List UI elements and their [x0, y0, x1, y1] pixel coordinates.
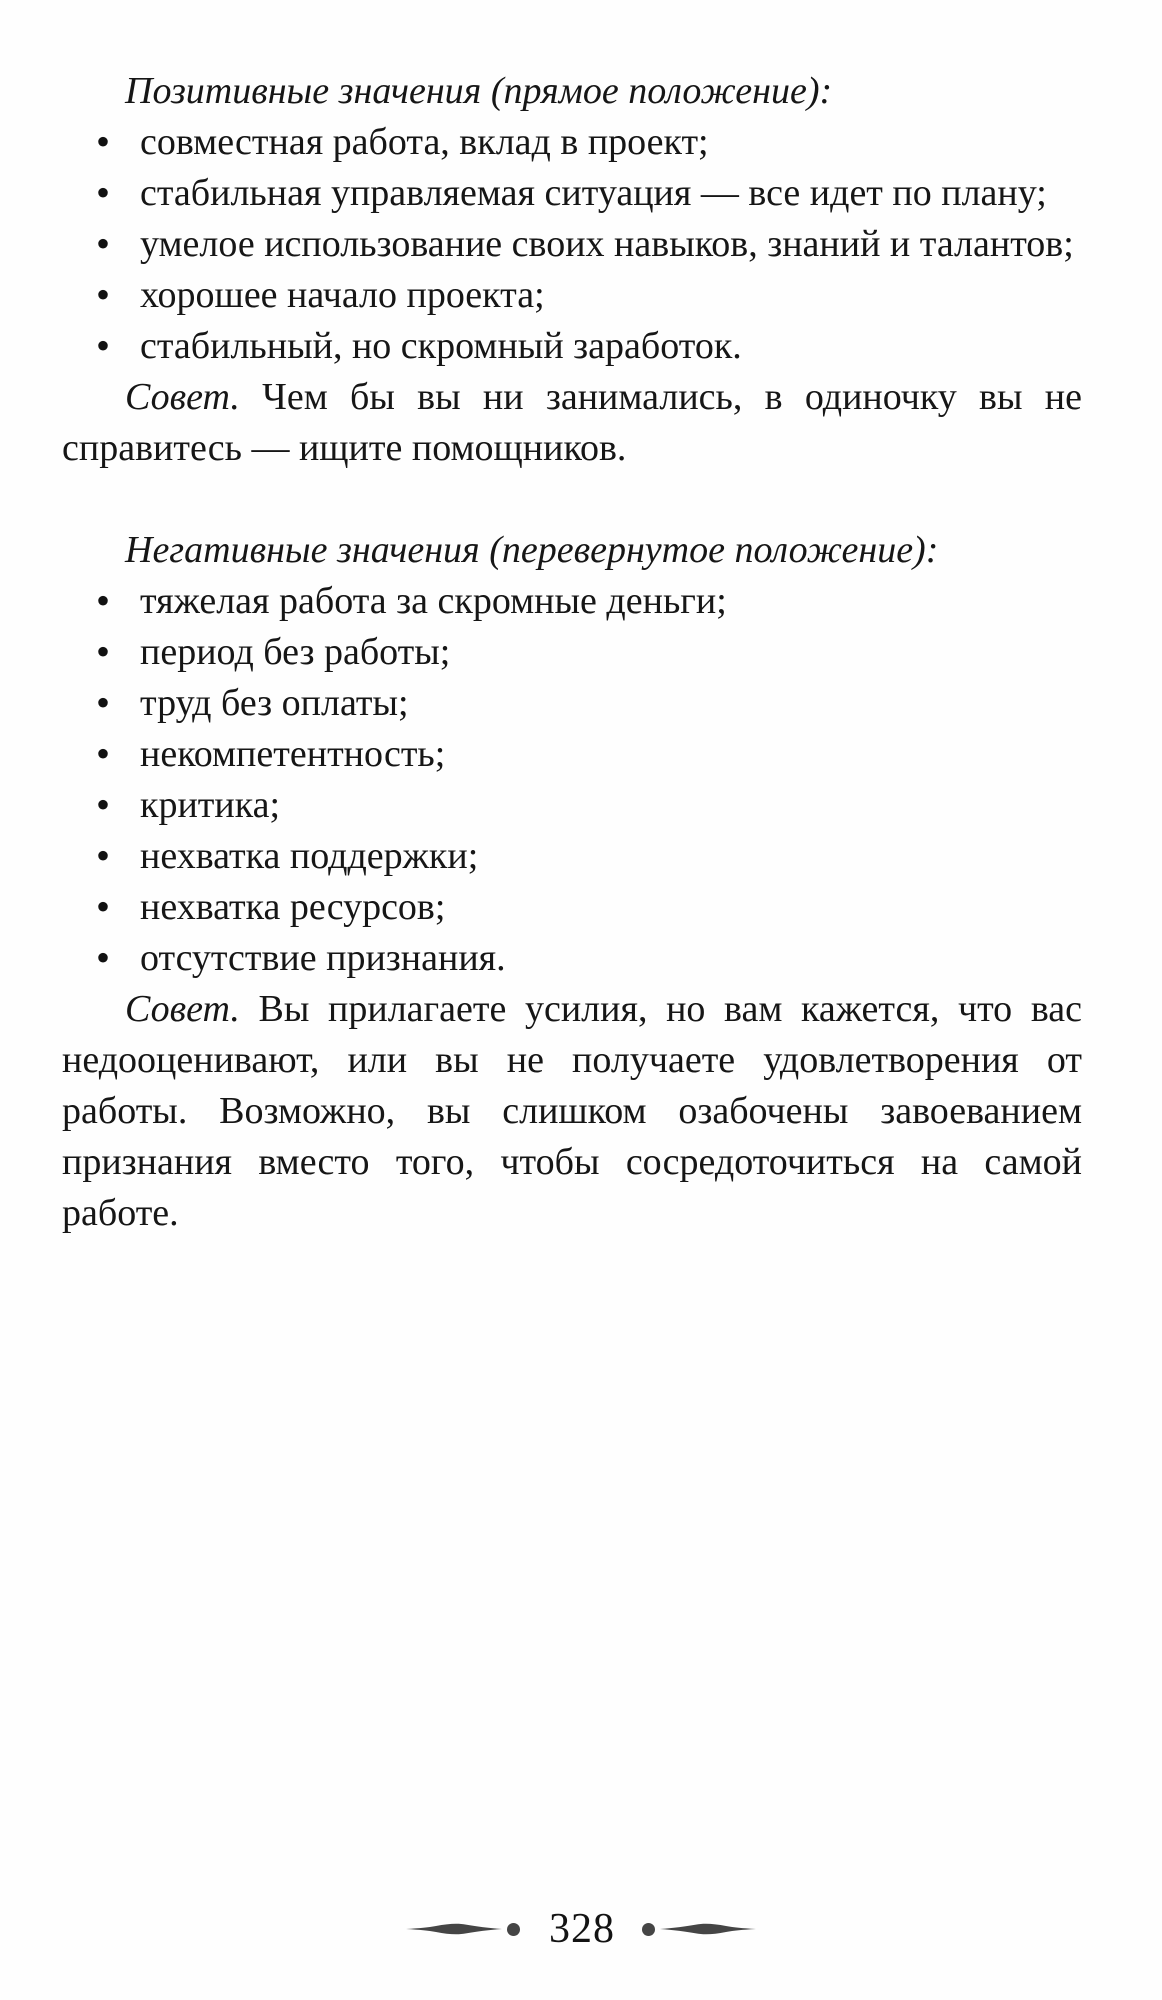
positive-meanings-heading: Позитивные значения (прямое положение): — [125, 70, 833, 112]
advice-label: Совет. — [125, 988, 240, 1030]
advice-text: Вы прилагаете усилия, но вам кажется, что вас недооценивают, или вы не получаете удовлетворения от работы. Возможно, вы слишком озабочены завоеванием признания вместо того, чтобы сосредоточиться на самой работе. — [62, 988, 1082, 1234]
bullet-item — [62, 576, 1082, 627]
bullet-item — [62, 831, 1082, 882]
advice-label: Совет. — [125, 376, 240, 418]
bullet-item — [62, 168, 1082, 219]
footer-flourish-left-icon — [406, 1922, 502, 1936]
positive-meanings-list — [62, 117, 1082, 372]
bullet-item — [62, 117, 1082, 168]
advice-text: Чем бы вы ни занимались, в одиночку вы не справитесь — ищите помощников. — [62, 376, 1082, 469]
bullet-item-text: стабильная управляемая ситуация — все идет по плану; — [140, 172, 1047, 214]
bullet-icon: • — [96, 629, 111, 674]
bullet-item-text: труд без оплаты; — [140, 682, 409, 724]
bullet-icon: • — [96, 680, 111, 725]
bullet-icon: • — [96, 782, 111, 827]
bullet-item — [62, 678, 1082, 729]
bullet-item-text: стабильный, но скромный заработок. — [140, 325, 742, 367]
page-text-column — [62, 66, 1082, 1239]
bullet-item-text: тяжелая работа за скромные деньги; — [140, 580, 727, 622]
bullet-item-text: нехватка поддержки; — [140, 835, 479, 877]
bullet-item-text: отсутствие признания. — [140, 937, 506, 979]
bullet-icon: • — [96, 731, 111, 776]
bullet-item-text: период без работы; — [140, 631, 451, 673]
bullet-item-text: умелое использование своих навыков, знаний и талантов; — [140, 223, 1074, 265]
bullet-item-text: совместная работа, вклад в проект; — [140, 121, 709, 163]
bullet-icon: • — [96, 170, 111, 215]
bullet-item — [62, 933, 1082, 984]
bullet-item — [62, 627, 1082, 678]
negative-meanings-list — [62, 576, 1082, 984]
bullet-icon: • — [96, 833, 111, 878]
page-number: 328 — [549, 1906, 615, 1952]
bullet-item-text: нехватка ресурсов; — [140, 886, 446, 928]
bullet-item — [62, 780, 1082, 831]
bullet-icon: • — [96, 323, 111, 368]
positive-advice-paragraph — [62, 372, 1082, 474]
bullet-item-text: некомпетентность; — [140, 733, 446, 775]
bullet-item-text: критика; — [140, 784, 281, 826]
bullet-icon: • — [96, 272, 111, 317]
bullet-icon: • — [96, 884, 111, 929]
negative-advice-paragraph — [62, 984, 1082, 1239]
bullet-item-text: хорошее начало проекта; — [140, 274, 545, 316]
footer-flourish-right-icon — [660, 1922, 756, 1936]
footer-dot-right-icon — [642, 1923, 655, 1936]
page-footer — [0, 1898, 1162, 1960]
bullet-icon: • — [96, 578, 111, 623]
footer-dot-left-icon — [507, 1923, 520, 1936]
section-negative-meanings — [62, 525, 1082, 1239]
bullet-icon: • — [96, 119, 111, 164]
bullet-item — [62, 270, 1082, 321]
negative-meanings-heading: Негативные значения (перевернутое положение): — [125, 529, 939, 571]
bullet-item — [62, 219, 1082, 270]
bullet-icon: • — [96, 935, 111, 980]
bullet-item — [62, 882, 1082, 933]
bullet-item — [62, 729, 1082, 780]
bullet-item — [62, 321, 1082, 372]
bullet-icon: • — [96, 221, 111, 266]
section-positive-meanings — [62, 66, 1082, 474]
